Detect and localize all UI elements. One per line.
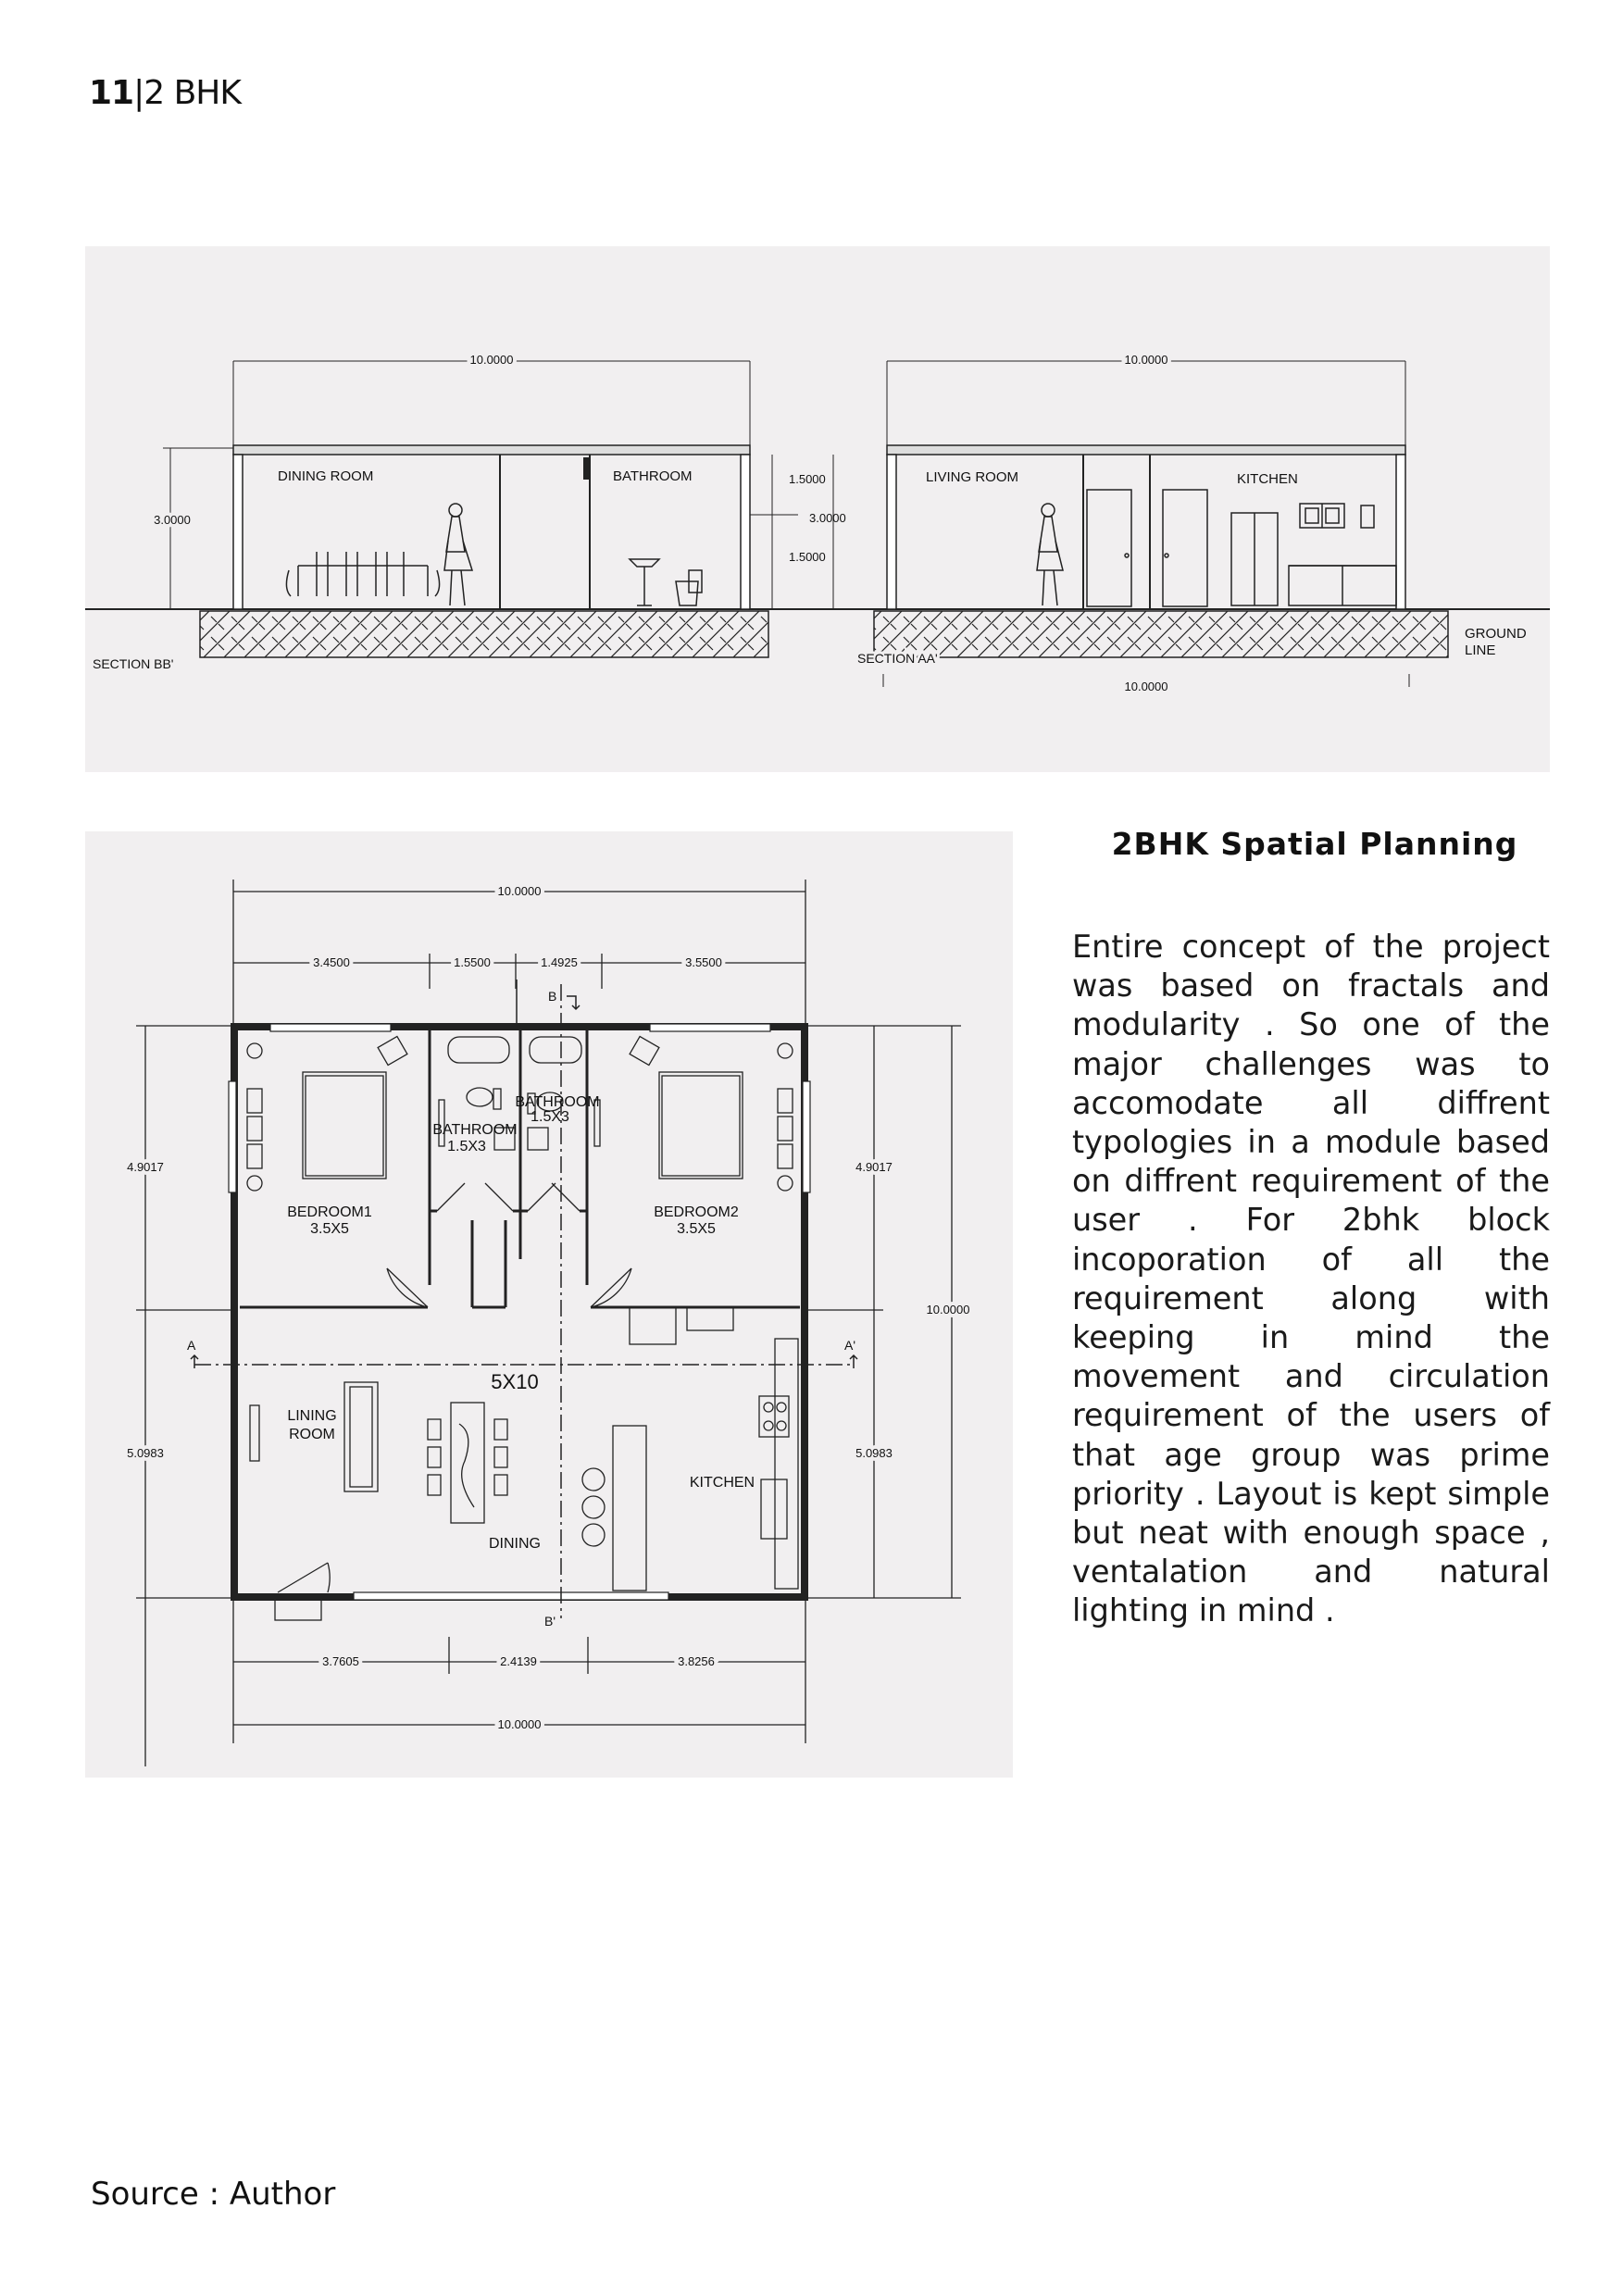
foundation-aa	[874, 611, 1448, 657]
furniture	[247, 1036, 798, 1620]
plan-right-overall-dim: 10.0000	[926, 1303, 970, 1316]
plan-top-seg-3: 1.4925	[541, 955, 578, 969]
plan-right-upper-dim: 4.9017	[855, 1160, 893, 1174]
aa-width-dim: 10.0000	[1124, 353, 1168, 367]
bath1-size: 1.5X3	[447, 1139, 486, 1154]
bath2-label: BATHROOM	[515, 1094, 600, 1110]
kitchen-elevation	[1231, 504, 1396, 605]
ground-line-label-1: GROUND	[1465, 626, 1527, 642]
bedroom1-size: 3.5X5	[310, 1221, 349, 1237]
sections-drawing	[85, 246, 1550, 772]
sections-drawing-panel	[85, 246, 1550, 772]
section-bb	[93, 353, 846, 671]
human-figure-bb	[444, 504, 472, 605]
bb-dim-lower: 1.5000	[789, 550, 826, 564]
bb-height-dim: 3.0000	[154, 513, 191, 527]
washbasin-elevation	[630, 559, 659, 605]
section-mark-a-prime: A'	[844, 1338, 856, 1353]
plan-right-lower-dim: 5.0983	[855, 1446, 893, 1460]
section-cut-lines	[194, 984, 854, 1618]
bedroom1-label: BEDROOM1	[287, 1204, 372, 1220]
living-label-1: LINING	[287, 1408, 337, 1424]
article-body: Entire concept of the project was based on fractals and modularity . So one of the major challenges was to accomodate all diffrent typologies in a module based on diffrent requirement of the user . For 2bhk block incoporation of all the requirement along with keeping in mind the movement and circulation requirement of the users of that age group was prime priority . Layout is kept simple but neat with enough space , ventalation and natural lighting in mind .	[1072, 929, 1550, 1629]
dining-label: DINING	[489, 1536, 541, 1552]
foundation-bb	[200, 611, 768, 657]
bb-width-dim: 10.0000	[469, 353, 514, 367]
plan-top-seg-2: 1.5500	[454, 955, 491, 969]
doors-elevation	[1087, 490, 1207, 606]
bb-dim-total: 3.0000	[809, 511, 846, 525]
plan-top-seg-1: 3.4500	[313, 955, 350, 969]
bb-room-dining: DINING ROOM	[278, 468, 374, 484]
aa-room-living: LIVING ROOM	[926, 469, 1019, 485]
floor-plan-panel	[85, 831, 1013, 1778]
plan-top-overall-dim: 10.0000	[497, 884, 542, 898]
aa-room-kitchen: KITCHEN	[1237, 471, 1298, 487]
bedroom2-label: BEDROOM2	[654, 1204, 739, 1220]
section-mark-b: B	[548, 989, 557, 1004]
kitchen-label: KITCHEN	[689, 1475, 755, 1491]
bath1-label: BATHROOM	[432, 1122, 518, 1138]
bath2-size: 1.5X3	[531, 1109, 569, 1125]
plan-left-lower-dim: 5.0983	[127, 1446, 164, 1460]
section-name: 2 BHK	[144, 74, 241, 112]
page-header	[89, 74, 241, 112]
living-label-2: ROOM	[289, 1427, 335, 1442]
page-number: 11	[89, 74, 134, 112]
plan-bottom-seg-3: 3.8256	[678, 1654, 715, 1668]
interior-walls	[240, 1029, 800, 1307]
wc-elevation	[676, 570, 702, 605]
ground-line-label-2: LINE	[1465, 643, 1496, 658]
bedroom2-size: 3.5X5	[677, 1221, 716, 1237]
section-aa	[857, 353, 1527, 693]
human-figure-aa	[1037, 504, 1063, 605]
aa-section-label: SECTION AA'	[857, 651, 938, 666]
plan-bottom-seg-2: 2.4139	[500, 1654, 537, 1668]
plan-top-seg-4: 3.5500	[685, 955, 722, 969]
plan-bottom-seg-1: 3.7605	[322, 1654, 359, 1668]
module-size-label: 5X10	[491, 1370, 539, 1393]
section-mark-b-prime: B'	[544, 1614, 556, 1628]
section-mark-a: A	[187, 1338, 196, 1353]
bb-room-bathroom: BATHROOM	[613, 468, 693, 484]
header-separator: |	[133, 74, 144, 112]
floor-plan-drawing	[85, 831, 1013, 1778]
plan-bottom-overall-dim: 10.0000	[497, 1717, 542, 1731]
article-title: 2BHK Spatial Planning	[1111, 826, 1518, 862]
aa-bottom-dim: 10.0000	[1124, 680, 1168, 693]
bb-section-label: SECTION BB'	[93, 656, 174, 671]
bb-dim-upper: 1.5000	[789, 472, 826, 486]
source-credit: Source : Author	[91, 2176, 336, 2213]
dining-table-elevation	[286, 552, 439, 596]
plan-left-upper-dim: 4.9017	[127, 1160, 164, 1174]
